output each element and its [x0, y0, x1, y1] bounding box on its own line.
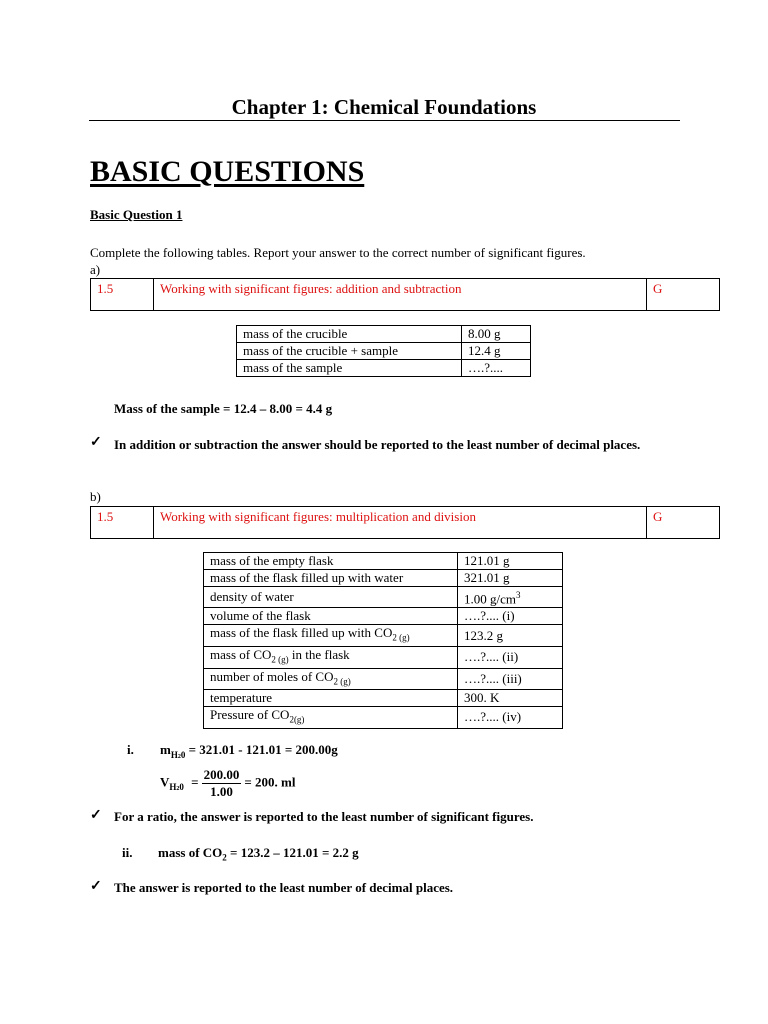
row6-label-end: in the flask — [288, 646, 350, 662]
table-row — [204, 553, 563, 570]
table-cell: 123.2 g — [458, 625, 563, 647]
table-row — [204, 646, 563, 668]
co2-subscript: 2 (g) — [271, 654, 289, 665]
table-row — [204, 707, 563, 729]
part-b-label: b) — [90, 489, 101, 504]
step-i-mass-equation — [160, 742, 338, 760]
table-cell: 8.00 g — [462, 326, 531, 343]
table-row — [237, 360, 531, 377]
check-icon: ✓ — [90, 879, 102, 894]
volume-symbol: V — [160, 774, 170, 790]
part-a-answer: Mass of the sample = 12.4 – 8.00 = 4.4 g — [114, 401, 333, 416]
row9-label: Pressure of CO — [210, 707, 290, 723]
table-cell: 321.01 g — [458, 570, 563, 587]
part-b-code: 1.5 — [91, 507, 154, 539]
part-a-rule: In addition or subtraction the answer should be reported to the least number of decimal places. — [114, 437, 641, 452]
sub-2: 2 — [177, 753, 181, 760]
title-rule — [89, 120, 680, 121]
volume-result: = 200. ml — [244, 774, 296, 790]
table-cell: 12.4 g — [462, 343, 531, 360]
sub-h: H — [170, 749, 178, 760]
step-ii-result: = 123.2 – 121.01 = 2.2 g — [226, 845, 359, 860]
table-cell — [204, 668, 458, 690]
table-row — [237, 326, 531, 343]
table-cell: temperature — [204, 690, 458, 707]
part-a-header-table — [90, 278, 720, 311]
chapter-title: Chapter 1: Chemical Foundations — [231, 95, 537, 119]
sub-2: 2 — [176, 786, 180, 793]
table-cell: ….?.... (ii) — [458, 646, 563, 668]
table-cell: mass of the flask filled up with water — [204, 570, 458, 587]
table-cell: 121.01 g — [458, 553, 563, 570]
instructions: Complete the following tables. Report your answer to the correct number of significant figures. — [90, 245, 586, 260]
fraction-numerator: 200.00 — [203, 767, 240, 782]
section-heading: BASIC QUESTIONS — [90, 155, 365, 188]
step-ii-text: mass of CO — [158, 845, 223, 860]
row6-label: mass of CO — [210, 646, 272, 662]
rule-ratio: For a ratio, the answer is reported to the least number of significant figures. — [114, 809, 534, 824]
step-ii-equation — [158, 845, 359, 863]
table-cell: ….?.... (i) — [458, 608, 563, 625]
density-exponent: 3 — [516, 590, 521, 600]
part-b-header-table — [90, 506, 720, 539]
table-cell: mass of the empty flask — [204, 553, 458, 570]
table-cell: volume of the flask — [204, 608, 458, 625]
check-icon: ✓ — [90, 808, 102, 823]
table-cell: ….?.... (iv) — [458, 707, 563, 729]
table-cell — [204, 707, 458, 729]
rule-decimal: The answer is reported to the least number of decimal places. — [114, 880, 454, 895]
row7-label: number of moles of CO — [210, 668, 334, 684]
check-icon: ✓ — [90, 435, 102, 450]
table-cell — [458, 587, 563, 608]
part-a-label: a) — [90, 262, 101, 277]
step-i-numeral: i. — [127, 742, 134, 757]
table-cell: 300. K — [458, 690, 563, 707]
co2-subscript: 2(g) — [289, 714, 305, 725]
co2-subscript: 2 (g) — [392, 632, 410, 643]
table-cell: density of water — [204, 587, 458, 608]
table-row — [204, 625, 563, 647]
sub-0: 0 — [179, 782, 184, 793]
table-row — [204, 587, 563, 608]
table-cell: ….?.... — [462, 360, 531, 377]
part-a-topic: Working with significant figures: addition and subtraction — [154, 279, 647, 311]
water-subscript — [171, 750, 186, 760]
table-row — [204, 570, 563, 587]
fraction — [202, 767, 242, 800]
part-b-level: G — [647, 507, 720, 539]
table-cell: mass of the sample — [237, 360, 462, 377]
table-row — [204, 668, 563, 690]
mass-symbol: m — [160, 742, 171, 757]
co2-subscript: 2 (g) — [333, 676, 351, 687]
water-subscript — [169, 782, 184, 792]
part-b-data-table — [203, 552, 563, 729]
step-i-volume-equation: $V_{H20}$ = $\frac{200.00}{1.00}$ = 200. ml — [160, 767, 296, 799]
mass-equation-text: = 321.01 - 121.01 = 200.00g — [185, 742, 338, 757]
part-b-topic: Working with significant figures: multiplication and division — [154, 507, 647, 539]
density-value: 1.00 g/cm — [464, 591, 516, 607]
table-cell — [204, 646, 458, 668]
table-cell: mass of the crucible + sample — [237, 343, 462, 360]
table-cell — [204, 625, 458, 647]
table-row — [237, 343, 531, 360]
part-a-level: G — [647, 279, 720, 311]
table-cell: ….?.... (iii) — [458, 668, 563, 690]
table-row — [204, 690, 563, 707]
co2-subscript: 2 — [222, 852, 227, 863]
part-a-data-table — [236, 325, 531, 377]
part-a-code: 1.5 — [91, 279, 154, 311]
step-ii-numeral: ii. — [122, 845, 133, 860]
sub-h: H — [169, 782, 177, 793]
row5-label: mass of the flask filled up with CO — [210, 625, 393, 641]
table-row — [204, 608, 563, 625]
fraction-denominator: 1.00 — [210, 784, 233, 799]
question-label: Basic Question 1 — [90, 207, 183, 222]
table-cell: mass of the crucible — [237, 326, 462, 343]
sub-0: 0 — [180, 749, 186, 760]
